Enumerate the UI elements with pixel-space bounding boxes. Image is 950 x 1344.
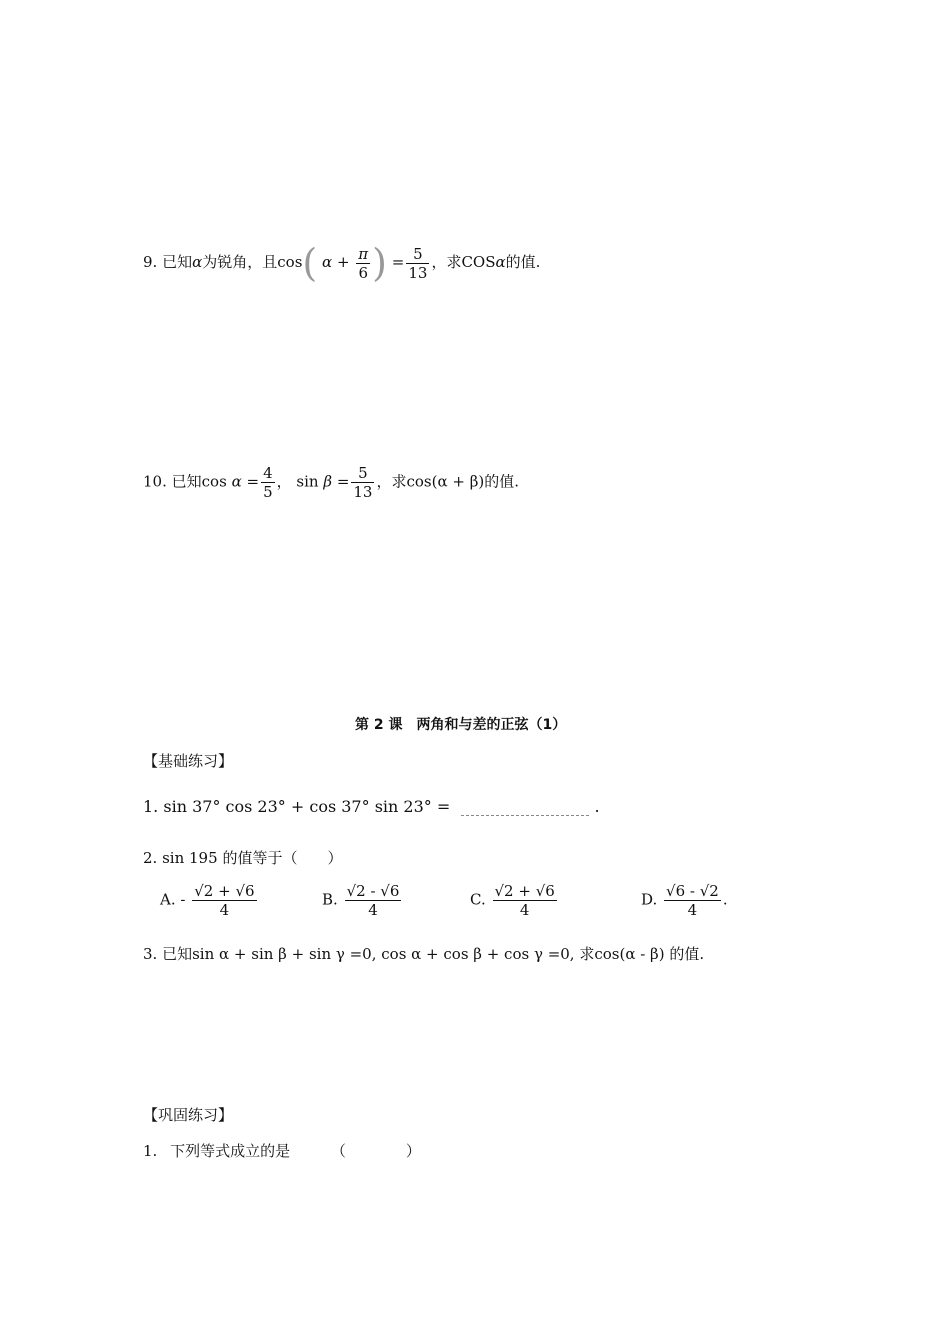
q9-equals: = — [391, 253, 405, 271]
c1-text: 下列等式成立的是 — [170, 1142, 291, 1160]
option-d-denominator: 4 — [664, 900, 721, 919]
q10-text-3: 的值. — [484, 472, 520, 491]
q10-five: 5 — [263, 483, 273, 501]
q9-left-paren: ( — [302, 241, 318, 285]
consolidation-practice-heading: 【巩固练习】 — [143, 1106, 234, 1124]
q10-text-2: ，求 — [376, 472, 407, 491]
q9-text-3: ，求 — [431, 253, 462, 271]
q9-text-1: 已知 — [162, 253, 193, 271]
option-a-label: A. — [160, 890, 176, 909]
b1-answer-blank[interactable] — [461, 801, 589, 816]
b2-option-b[interactable] — [322, 882, 403, 919]
q9-pi-over-6 — [356, 245, 370, 282]
q10-expression: cos(α + β) — [406, 472, 485, 491]
option-a-fraction — [192, 882, 256, 919]
b1-expression: sin 37° cos 23° + cos 37° sin 23° = — [163, 797, 451, 816]
basic-practice-heading: 【基础练习】 — [143, 752, 234, 770]
q9-six: 6 — [356, 263, 370, 282]
q9-alpha: α — [192, 253, 203, 271]
q10-equals-2: = — [336, 472, 350, 491]
c1-answer-paren[interactable]: （ ） — [330, 1142, 421, 1160]
q10-number: 10. — [143, 472, 167, 491]
q9-alpha-3: α — [495, 253, 506, 271]
q9-plus: + — [336, 253, 350, 271]
basic-question-2 — [143, 847, 342, 868]
q10-alpha: α — [231, 472, 242, 491]
option-a-sign: - — [180, 890, 186, 909]
q9-cos: cos — [277, 253, 303, 271]
consolidation-question-1 — [143, 1140, 421, 1161]
q10-five-over-13 — [351, 464, 374, 501]
lesson-title: 第 2 课 两角和与差的正弦（1） — [355, 717, 567, 733]
b2-number: 2. — [143, 849, 158, 867]
b1-number: 1. — [143, 797, 159, 816]
q10-four: 4 — [263, 464, 273, 482]
b2-option-c[interactable] — [470, 882, 559, 919]
b2-tail: 的值等于（ ） — [222, 849, 343, 867]
option-c-numerator: √2 + √6 — [494, 882, 555, 900]
option-c-fraction — [493, 882, 557, 919]
option-a-numerator: √2 + √6 — [194, 882, 255, 900]
q10-comma: ， — [276, 472, 292, 491]
q10-four-over-five — [261, 464, 275, 501]
option-d-end: . — [722, 890, 728, 909]
q10-five-2: 5 — [358, 464, 368, 482]
c1-number: 1. — [143, 1142, 158, 1160]
option-b-label: B. — [322, 890, 338, 909]
b2-expression: sin 195 — [162, 849, 218, 867]
q9-right-paren: ) — [372, 241, 387, 285]
q9-alpha-2: α — [322, 253, 333, 271]
b1-end: . — [594, 797, 600, 816]
q9-five-over-13 — [406, 245, 429, 282]
option-c-denominator: 4 — [493, 900, 557, 919]
q10-text-1: 已知 — [171, 472, 202, 491]
basic-question-3 — [143, 943, 704, 964]
q10-sin: sin — [296, 472, 319, 491]
q9-text-2: 为锐角，且 — [202, 253, 278, 271]
b3-text: 已知sin α + sin β + sin γ =0, cos α + cos β + cos γ =0, 求cos(α - β) 的值. — [162, 945, 705, 963]
b2-option-a[interactable] — [160, 882, 259, 919]
basic-question-1 — [143, 797, 600, 816]
option-d-label: D. — [641, 890, 658, 909]
question-9 — [143, 241, 541, 285]
b2-option-d[interactable] — [641, 882, 728, 919]
q9-pi: π — [358, 244, 369, 263]
q10-equals: = — [246, 472, 260, 491]
q10-beta: β — [323, 472, 333, 491]
question-10 — [143, 464, 519, 501]
option-c-label: C. — [470, 890, 486, 909]
option-b-fraction — [345, 882, 402, 919]
q9-five: 5 — [413, 244, 423, 263]
q10-thirteen: 13 — [353, 483, 373, 501]
q9-thirteen: 13 — [408, 263, 428, 282]
q9-number: 9. — [143, 253, 158, 271]
option-d-numerator: √6 - √2 — [666, 882, 719, 900]
b3-number: 3. — [143, 945, 158, 963]
option-d-fraction — [664, 882, 721, 919]
option-b-numerator: √2 - √6 — [346, 882, 400, 900]
option-a-denominator: 4 — [192, 900, 256, 919]
q9-COS: COS — [461, 253, 496, 271]
q10-cos: cos — [201, 472, 227, 491]
option-b-denominator: 4 — [345, 900, 402, 919]
q9-text-4: 的值. — [505, 253, 541, 271]
